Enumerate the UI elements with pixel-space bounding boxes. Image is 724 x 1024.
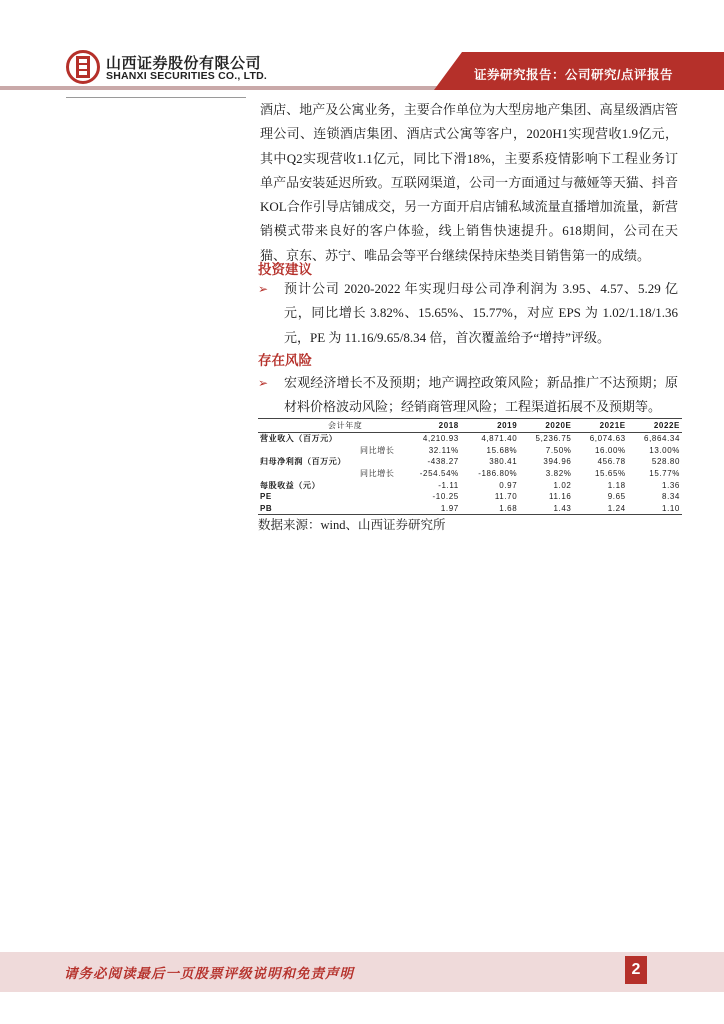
section-title-risk: 存在风险	[258, 353, 312, 368]
risk-bullet	[258, 371, 678, 420]
table-row: PE -10.25 11.70 11.16 9.65 8.34	[260, 492, 680, 502]
footer-disclaimer: 请务必阅读最后一页股票评级说明和免责声明	[64, 966, 354, 982]
table-header-row	[258, 419, 682, 433]
table-row: PB 1.97 1.68 1.43 1.24 1.10	[260, 503, 680, 513]
company-name-en: SHANXI SECURITIES CO., LTD.	[106, 70, 267, 82]
table-source-note: 数据来源：wind、山西证券研究所	[258, 518, 446, 532]
header-cell: 2018	[402, 419, 460, 433]
company-logo-icon	[66, 50, 100, 84]
body-paragraph: 酒店、地产及公寓业务，主要合作单位为大型房地产集团、高星级酒店管理公司、连锁酒店集团、酒店式公寓等客户，2020H1实现营收1.9亿元，其中Q2实现营收1.1亿元，同比下滑18%，主要系疫情影响下工程业务订单产品安装延迟所致。互联网渠道，公司一方面通过与薇娅等天猫、抖音KOL合作引导店铺成交，另一方面开启店铺私域流量直播增加流量，新营销模式带来良好的客户体验，线上销售快速提升。618期间，公司在天猫、京东、苏宁、唯品会等平台继续保持床垫类目销售第一的成绩。	[260, 102, 678, 263]
table-row: 营业收入（百万元） 4,210.93 4,871.40 5,236.75 6,074.63 6,864.34	[260, 434, 680, 444]
header-cell: 2021E	[573, 419, 627, 433]
divider	[66, 97, 246, 98]
header-cell: 2020E	[519, 419, 573, 433]
investment-text: 预计公司 2020-2022 年实现归母公司净利润为 3.95、4.57、5.29 亿元，同比增长 3.82%、15.65%、15.77%，对应 EPS 为 1.02/1.18/1.36 元，PE 为 11.16/9.65/8.34 倍，首次覆盖给予“增持”评级。	[284, 281, 678, 345]
arrow-bullet-icon: ➢	[258, 376, 269, 390]
company-name-cn: 山西证券股份有限公司	[106, 55, 262, 72]
section-title-investment: 投资建议	[258, 262, 312, 277]
table-row: 归母净利润（百万元） -438.27 380.41 394.96 456.78 528.80	[260, 457, 680, 467]
report-type-title: 证券研究报告：公司研究/点评报告	[474, 68, 673, 82]
header-cell: 会计年度	[258, 419, 402, 433]
investment-bullet	[258, 277, 678, 350]
table-row: 同比增长 -254.54% -186.80% 3.82% 15.65% 15.77%	[360, 469, 680, 479]
risk-text: 宏观经济增长不及预期；地产调控政策风险；新品推广不达预期；原材料价格波动风险；经销商管理风险；工程渠道拓展不及预期等。	[284, 375, 678, 415]
page-number: 2	[625, 956, 647, 984]
table-row: 同比增长 32.11% 15.68% 7.50% 16.00% 13.00%	[360, 445, 680, 455]
arrow-bullet-icon: ➢	[258, 282, 269, 296]
financial-forecast-table	[258, 418, 682, 515]
table-row: 每股收益（元） -1.11 0.97 1.02 1.18 1.36	[260, 480, 680, 490]
header-cell: 2022E	[628, 419, 682, 433]
header-cell: 2019	[461, 419, 519, 433]
